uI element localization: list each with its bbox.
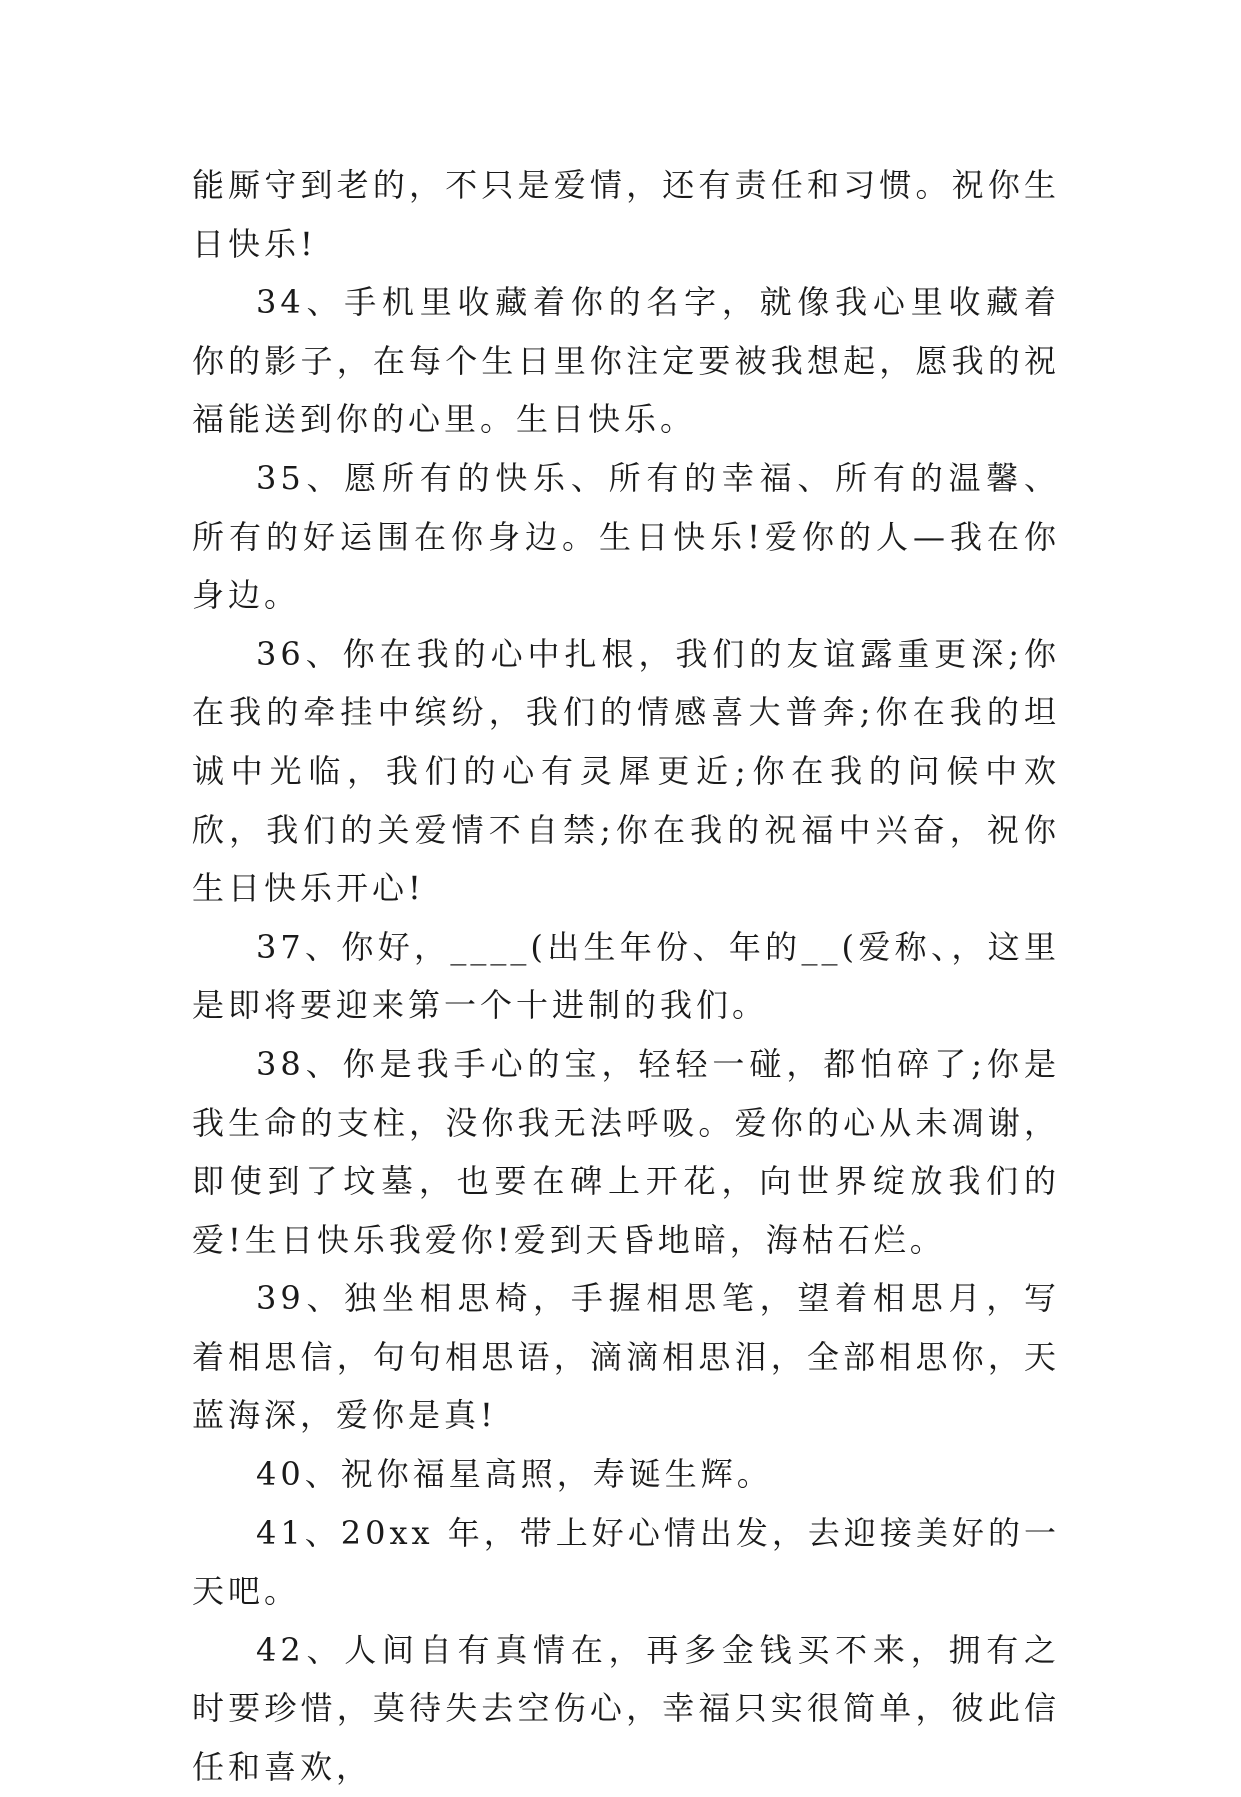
paragraph: 35、愿所有的快乐、所有的幸福、所有的温馨、所有的好运围在你身边。生日快乐!爱你的人—我在你身边。 [192,458,1060,615]
paragraph: 37、你好，____(出生年份、年的__(爱称、，这里是即将要迎来第一个十进制的我们。 [192,927,1060,1025]
paragraph: 39、独坐相思椅，手握相思笔，望着相思月，写着相思信，句句相思语，滴滴相思泪，全部相思你，天蓝海深，爱你是真! [192,1279,1060,1435]
document-body [192,156,1060,1797]
paragraph: 34、手机里收藏着你的名字，就像我心里收藏着你的影子，在每个生日里你注定要被我想起，愿我的祝福能送到你的心里。生日快乐。 [192,283,1060,439]
paragraph: 42、人间自有真情在，再多金钱买不来，拥有之时要珍惜，莫待失去空伤心，幸福只实很简单，彼此信任和喜欢， [192,1630,1060,1787]
paragraph: 40、祝你福星高照，寿诞生辉。 [256,1455,773,1494]
paragraph: 38、你是我手心的宝，轻轻一碰，都怕碎了;你是我生命的支柱，没你我无法呼吸。爱你的心从未凋谢，即使到了坟墓，也要在碑上开花，向世界绽放我们的爱!生日快乐我爱你!爱到天昏地暗，海枯石烂。 [192,1044,1060,1259]
paragraph: 36、你在我的心中扎根，我们的友谊露重更深;你在我的牵挂中缤纷，我们的情感喜大普奔;你在我的坦诚中光临，我们的心有灵犀更近;你在我的问候中欢欣，我们的关爱情不自禁;你在我的祝福中兴奋，祝你生日快乐开心! [192,634,1060,908]
paragraph: 41、20xx 年，带上好心情出发，去迎接美好的一天吧。 [192,1513,1060,1611]
paragraph: 能厮守到老的，不只是爱情，还有责任和习惯。祝你生日快乐! [192,166,1060,263]
